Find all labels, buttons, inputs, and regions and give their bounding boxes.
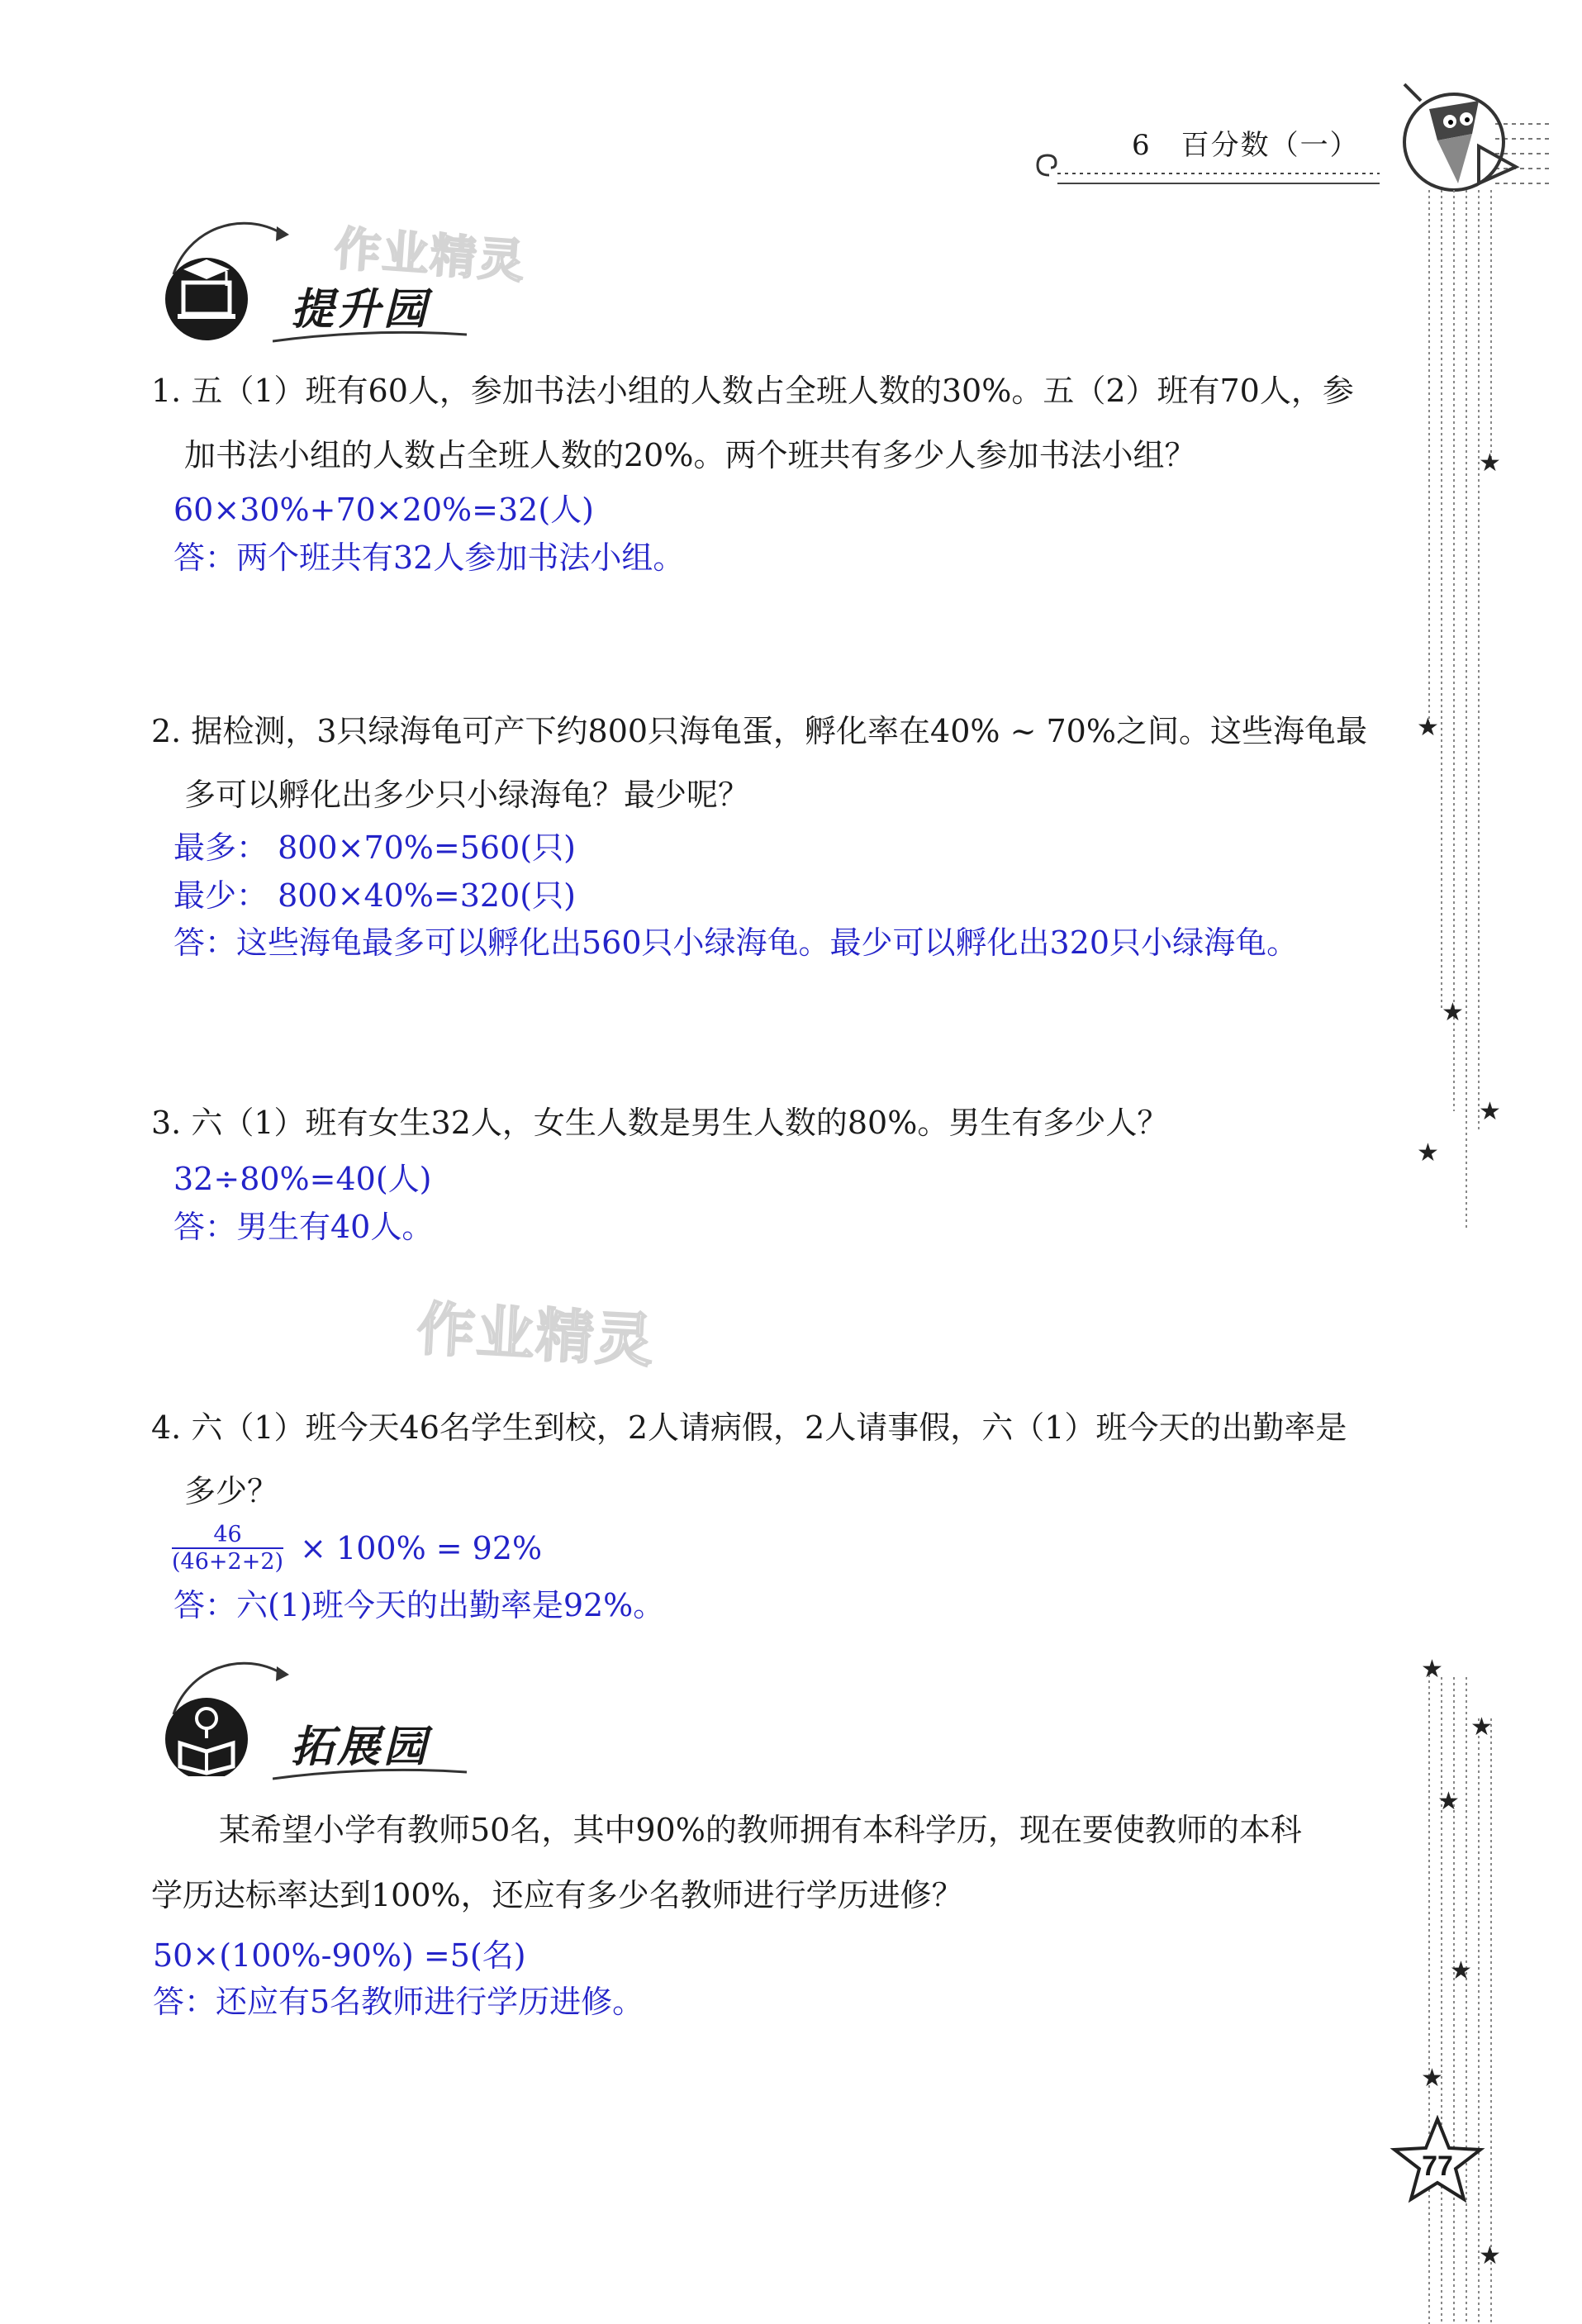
q4-answer-text: 答：六(1)班今天的出勤率是92%。 — [173, 1587, 665, 1623]
q4-fraction-denominator: (46+2+2) — [172, 1549, 284, 1575]
svg-text:★: ★ — [1437, 1787, 1460, 1816]
svg-text:★: ★ — [1417, 713, 1439, 742]
q4-text-line1: 4. 六（1）班今天46名学生到校，2人请病假，2人请事假，六（1）班今天的出勤率是 — [151, 1409, 1347, 1446]
q2-answer-min: 最少： 800×40%=320(只) — [173, 877, 576, 914]
tuozhan-section-icon — [149, 1652, 297, 1776]
q4-answer-formula — [172, 1522, 542, 1575]
q3-answer-text: 答：男生有40人。 — [173, 1209, 434, 1245]
svg-text:★: ★ — [1470, 1713, 1493, 1742]
tuozhan-title: 拓展园 — [291, 1723, 430, 1772]
extension-answer-text: 答：还应有5名教师进行学历进修。 — [153, 1984, 644, 2020]
q2-answer-max: 最多： 800×70%=560(只) — [173, 829, 576, 866]
tisheng-underline — [273, 326, 471, 351]
q2-text-line2: 多可以孵化出多少只小绿海龟？最少呢？ — [184, 777, 750, 813]
svg-text:★: ★ — [1442, 998, 1464, 1027]
chapter-label: 6 百分数（一） — [1132, 129, 1360, 162]
svg-text:★: ★ — [1421, 2064, 1443, 2093]
q2-answer-text: 答：这些海龟最多可以孵化出560只小绿海龟。最少可以孵化出320只小绿海龟。 — [173, 924, 1299, 961]
watermark-top: 作业精灵 — [332, 221, 528, 290]
extension-text-line2: 学历达标率达到100%，还应有多少名教师进行学历进修？ — [151, 1877, 963, 1913]
svg-text:★: ★ — [1450, 1956, 1472, 1985]
page-number: 77 — [1422, 2151, 1453, 2182]
svg-text:★: ★ — [1417, 1138, 1439, 1167]
q4-text-line2: 多少？ — [184, 1473, 279, 1509]
q1-text-line1: 1. 五（1）班有60人，参加书法小组的人数占全班人数的30%。五（2）班有70人，参 — [151, 373, 1354, 409]
extension-answer-calc: 50×(100%-90%) =5(名) — [153, 1937, 526, 1974]
q1-text-line2: 加书法小组的人数占全班人数的20%。两个班共有多少人参加书法小组？ — [184, 437, 1196, 473]
tisheng-title: 提升园 — [291, 285, 430, 335]
q1-answer-text: 答：两个班共有32人参加书法小组。 — [173, 539, 685, 576]
q3-answer-calc: 32÷80%=40(人) — [173, 1161, 432, 1197]
svg-text:★: ★ — [1479, 449, 1501, 478]
svg-text:★: ★ — [1421, 1655, 1443, 1684]
svg-text:★: ★ — [1479, 2241, 1501, 2270]
q4-fraction — [172, 1522, 283, 1575]
q3-text-line1: 3. 六（1）班有女生32人，女生人数是男生人数的80%。男生有多少人？ — [151, 1105, 1169, 1141]
q4-fraction-rest: × 100% = 92% — [300, 1530, 543, 1567]
q2-text-line1: 2. 据检测，3只绿海龟可产下约800只海龟蛋，孵化率在40% ~ 70%之间。这些海龟最 — [151, 713, 1367, 749]
q1-answer-calc: 60×30%+70×20%=32(人) — [173, 492, 594, 528]
pencil-mascot-icon — [1380, 76, 1528, 200]
q4-fraction-numerator: 46 — [172, 1522, 283, 1549]
tuozhan-underline — [273, 1764, 471, 1789]
tisheng-section-icon — [149, 216, 297, 340]
svg-text:★: ★ — [1479, 1097, 1501, 1126]
side-star-strings — [1404, 190, 1570, 2324]
watermark-middle: 作业精灵 — [415, 1295, 657, 1376]
extension-text-line1: 某希望小学有教师50名，其中90%的教师拥有本科学历，现在要使教师的本科 — [219, 1812, 1302, 1848]
